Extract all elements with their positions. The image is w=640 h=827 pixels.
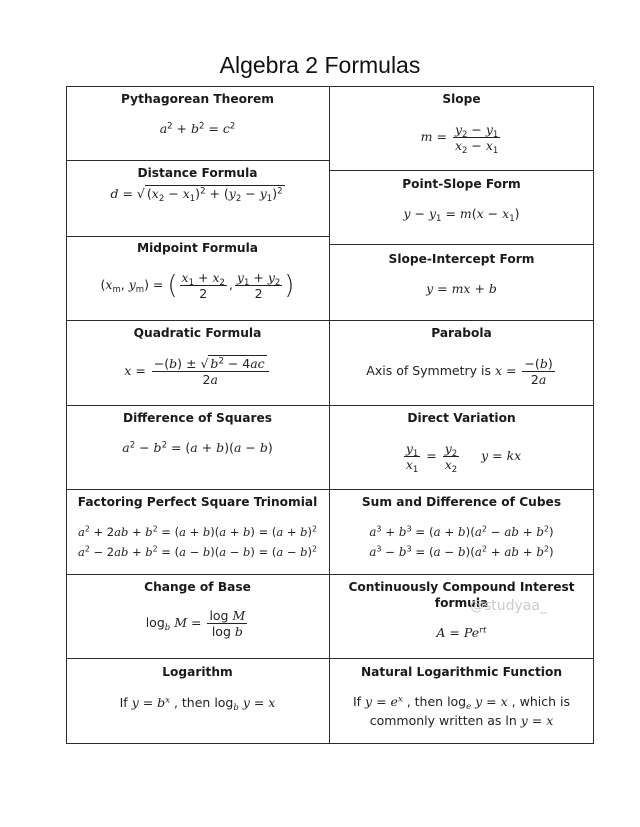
parabola-formula: Axis of Symmetry is x = $\frac{-(b)}{2a}$ <box>366 356 553 387</box>
slope-intercept-heading: Slope-Intercept Form <box>388 252 535 266</box>
midpoint-formula: ($x_m$, $y_m$) = ( $\frac{x_1 + x_2}{2}$ , $\frac{y_1 + y_2}{2}$ ) <box>100 270 295 301</box>
midpoint-heading: Midpoint Formula <box>136 241 259 255</box>
watermark: @studyaa_ <box>470 598 547 614</box>
cubes-difference-formula: $a^3 - b^3 = (a - b)(a^2$ + ab + $b^2$) <box>369 544 554 559</box>
divider <box>329 244 594 245</box>
divider <box>66 236 329 237</box>
perfect-square-formula-plus: $a^2 + 2ab + b^2 = (a + b)(a + b) = (a + b)^2$ <box>77 524 318 539</box>
natural-log-formula-line2: commonly written as ln y = x <box>369 713 554 728</box>
cubes-heading: Sum and Difference of Cubes <box>361 495 562 509</box>
divider <box>66 160 329 161</box>
quadratic-heading: Quadratic Formula <box>133 326 262 340</box>
difference-of-squares-formula: $a^2 - b^2 = (a + b)(a - b)$ <box>122 440 273 455</box>
distance-formula: d = √ $(x_2 - x_1)^2 + (y_2 - y_1)^2$ <box>110 186 283 204</box>
distance-heading: Distance Formula <box>137 166 258 180</box>
divider <box>66 405 594 406</box>
natural-log-text-a: , which is <box>511 694 570 709</box>
point-slope-formula: $y - y_1 = m(x - x_1)$ <box>403 206 520 224</box>
direct-variation-heading: Direct Variation <box>407 411 516 425</box>
slope-heading: Slope <box>442 92 481 106</box>
point-slope-heading: Point-Slope Form <box>402 177 521 191</box>
perfect-square-formula-minus: $a^2 - 2ab + b^2 = (a - b)(a - b) = (a - b)^2$ <box>77 544 318 559</box>
pythagorean-heading: Pythagorean Theorem <box>121 92 274 106</box>
compound-interest-heading: Continuously Compound Interest formula <box>348 580 575 610</box>
difference-of-squares-heading: Difference of Squares <box>123 411 272 425</box>
slope-intercept-formula: y = mx + b <box>426 281 497 296</box>
pythagorean-formula: $a^2 + b^2 = c^2$ <box>159 121 236 136</box>
logarithm-heading: Logarithm <box>162 665 233 679</box>
change-of-base-formula: $\log_b M$ = $\frac{\text{log M}}{\text{log b}}$ <box>145 608 246 639</box>
natural-log-formula-line1: If $y = e^x$ , then $\log_e y = x$ , which is <box>352 694 570 712</box>
parabola-text: Axis of Symmetry is <box>366 363 491 378</box>
cubes-sum-formula: $a^3 + b^3 = (a + b)(a^2$ − ab + $b^2$) <box>369 524 554 539</box>
parabola-heading: Parabola <box>431 326 492 340</box>
direct-variation-formula: $\frac{y_1}{x_1}$ = $\frac{y_2}{x_2}$ y = kx <box>405 441 522 475</box>
divider <box>329 170 594 171</box>
divider <box>66 658 594 659</box>
page-title: Algebra 2 Formulas <box>219 52 421 78</box>
divider <box>329 320 594 321</box>
divider <box>66 574 594 575</box>
divider <box>66 320 329 321</box>
natural-log-heading: Natural Logarithmic Function <box>360 665 563 679</box>
divider <box>66 489 594 490</box>
natural-log-text-b: commonly written as <box>369 713 502 728</box>
quadratic-formula: x = $\frac{-(b) \pm √ b^2 - 4ac}{2a}$ <box>66 356 329 387</box>
compound-interest-formula: $A = Pe^{rt}$ <box>436 625 487 640</box>
logarithm-formula: If $y = b^x$ , then $\log_b y = x$ <box>119 695 276 713</box>
perfect-square-heading: Factoring Perfect Square Trinomial <box>77 495 318 509</box>
slope-formula: m = $\frac{y_2 - y_1}{x_2 - x_1}$ <box>420 122 499 156</box>
change-of-base-heading: Change of Base <box>144 580 251 594</box>
